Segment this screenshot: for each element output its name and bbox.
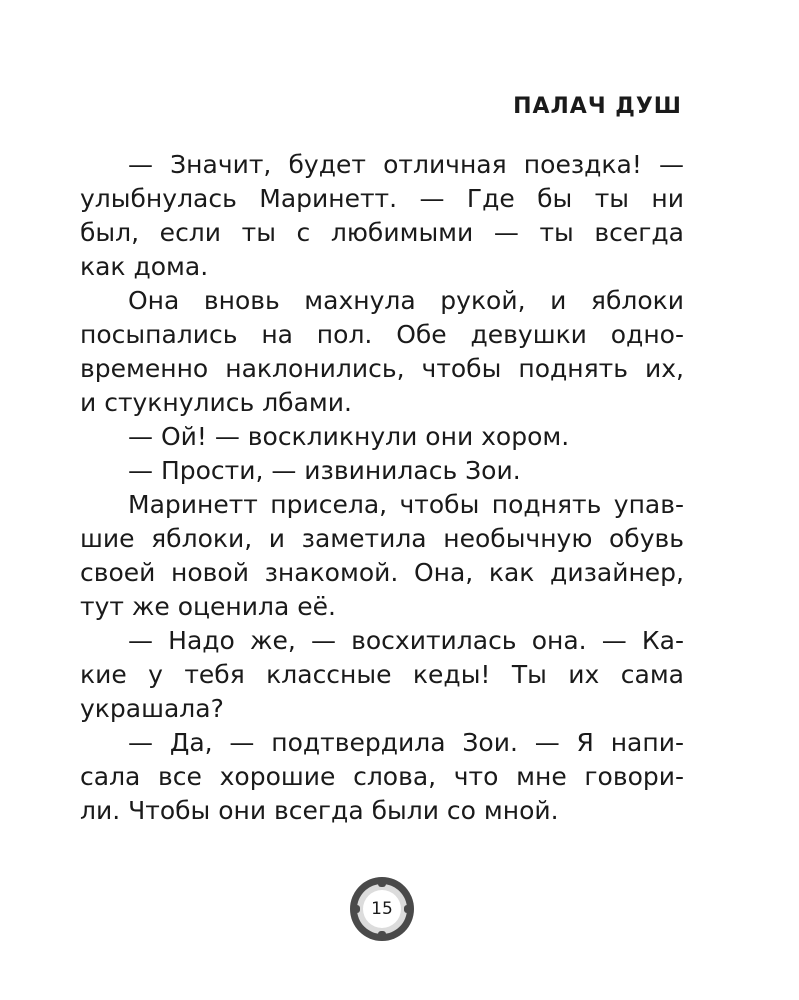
ring-notch-icon bbox=[354, 905, 360, 913]
body-text bbox=[80, 148, 684, 828]
text-line: как дома. bbox=[80, 252, 209, 281]
text-line: — Ой! — воскликнули они хором. bbox=[128, 422, 570, 451]
text-line: Она вновь махнула рукой, и яблоки bbox=[128, 286, 684, 315]
text-line: украшала? bbox=[80, 694, 224, 723]
ring-notch-icon bbox=[378, 931, 386, 937]
text-line: был, если ты с любимыми — ты всегда bbox=[80, 218, 684, 247]
text-line: сала все хорошие слова, что мне говори- bbox=[80, 762, 684, 791]
text-line: — Значит, будет отличная поездка! — bbox=[128, 150, 684, 179]
text-line: ли. Чтобы они всегда были со мной. bbox=[80, 796, 559, 825]
page-number-center bbox=[363, 890, 401, 928]
text-line: улыбнулась Маринетт. — Где бы ты ни bbox=[80, 184, 684, 213]
ring-notch-icon bbox=[404, 905, 410, 913]
text-line: своей новой знакомой. Она, как дизайнер, bbox=[80, 558, 684, 587]
ring-notch-icon bbox=[378, 881, 386, 887]
running-head-title: ПАЛАЧ ДУШ bbox=[513, 94, 682, 119]
text-line: — Да, — подтвердила Зои. — Я напи- bbox=[128, 728, 684, 757]
text-line: — Надо же, — восхитилась она. — Ка- bbox=[128, 626, 684, 655]
text-line: — Прости, — извинилась Зои. bbox=[128, 456, 521, 485]
page-number: 15 bbox=[371, 899, 393, 919]
page-number-badge bbox=[350, 877, 414, 941]
text-line: и стукнулись лбами. bbox=[80, 388, 352, 417]
text-line: временно наклонились, чтобы поднять их, bbox=[80, 354, 684, 383]
text-line: Маринетт присела, чтобы поднять упав- bbox=[128, 490, 684, 519]
text-line: тут же оценила её. bbox=[80, 592, 336, 621]
text-line: шие яблоки, и заметила необычную обувь bbox=[80, 524, 684, 553]
text-line: кие у тебя классные кеды! Ты их сама bbox=[80, 660, 684, 689]
text-line: посыпались на пол. Обе девушки одно- bbox=[80, 320, 684, 349]
